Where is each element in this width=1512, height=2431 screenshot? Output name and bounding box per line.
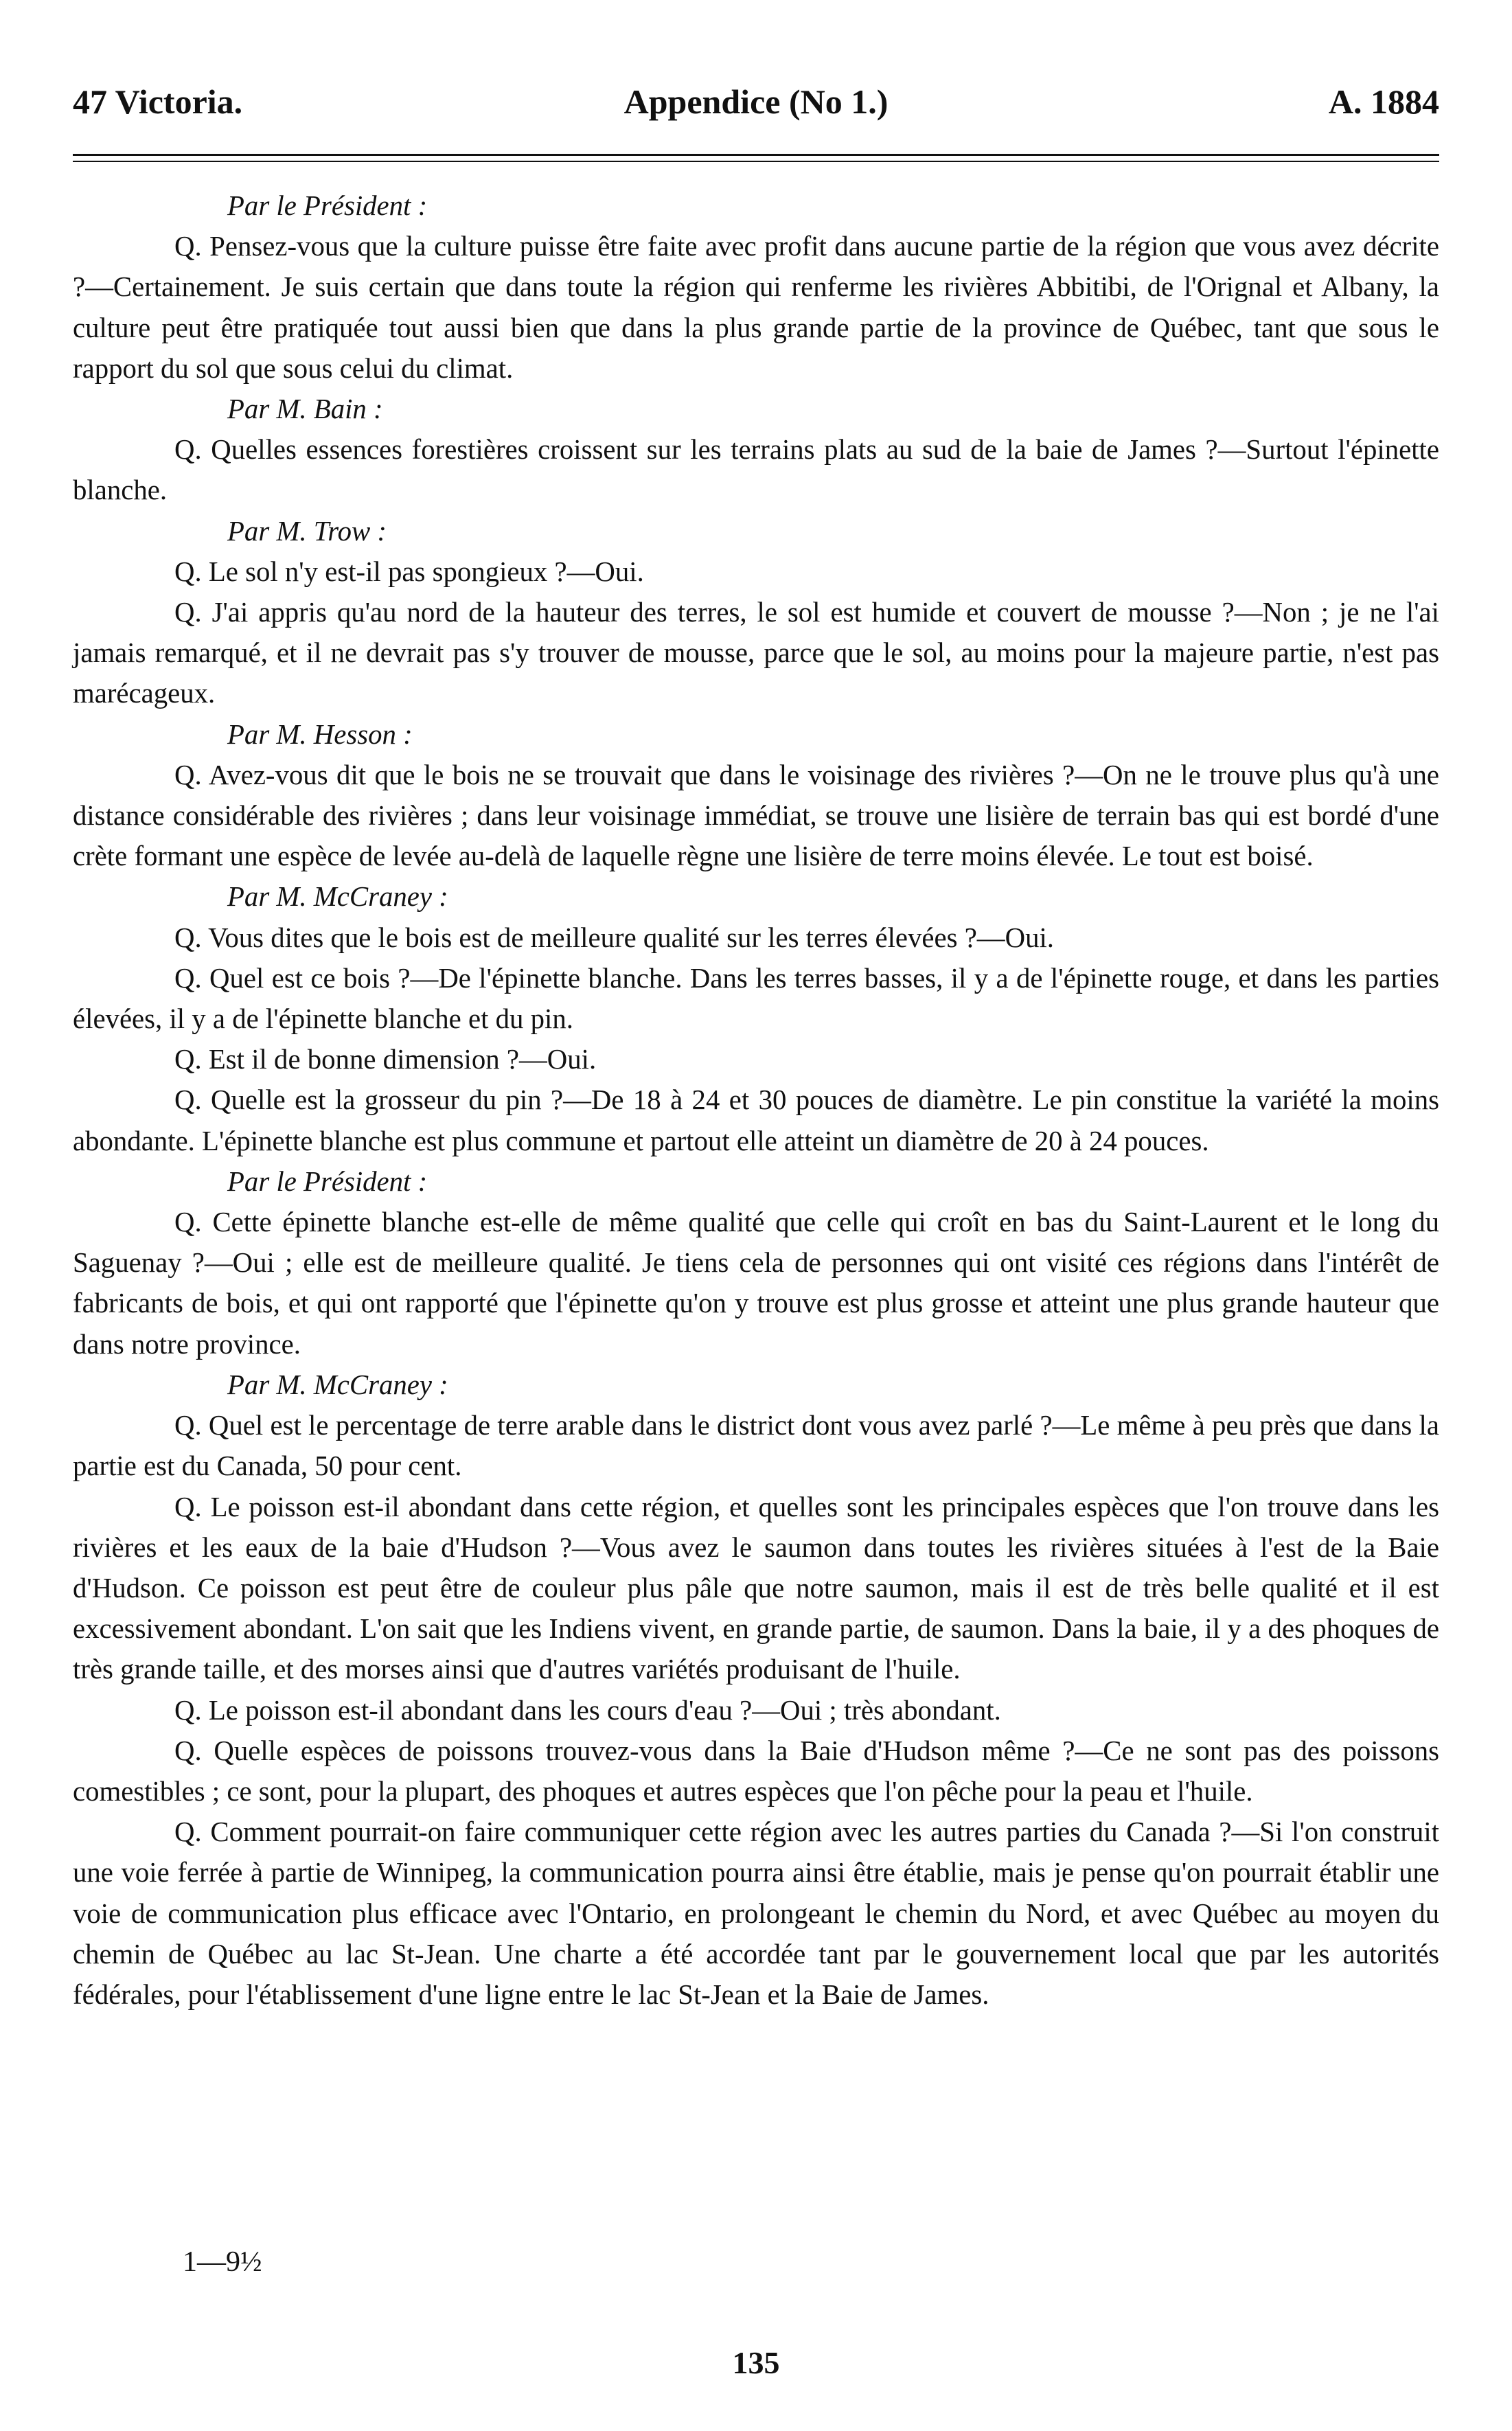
question-paragraph: Q. Vous dites que le bois est de meilleure qualité sur les terres élevées ?—Oui.: [174, 922, 1054, 953]
question-paragraph: Q. Quel est ce bois ?—De l'épinette blanche. Dans les terres basses, il y a de l'épinette rouge, et dans les parties élevées, il y a de l'épinette blanche et du pin.: [73, 962, 1439, 1035]
question-paragraph: Q. Quelle espèces de poissons trouvez-vous dans la Baie d'Hudson même ?—Ce ne sont pas des poissons comestibles ; ce sont, pour la plupart, des phoques et autres espèces que l'on pêche pour la peau et l'huile.: [73, 1735, 1439, 1807]
speaker-label: Par M. Bain :: [227, 393, 383, 425]
speaker-label: Par M. McCraney :: [227, 881, 448, 913]
header-appendix: Appendice (No 1.): [623, 82, 889, 121]
speaker-label: Par M. Hesson :: [227, 718, 413, 750]
question-paragraph: Q. J'ai appris qu'au nord de la hauteur des terres, le sol est humide et couvert de mousse ?—Non ; je ne l'ai jamais remarqué, et il ne devrait pas s'y trouver de mousse, parce que le sol, au moins pour la majeure partie, n'est pas marécageux.: [73, 597, 1439, 709]
question-paragraph: Q. Le poisson est-il abondant dans cette région, et quelles sont les principales espèces que l'on trouve dans les rivières et les eaux de la baie d'Hudson ?—Vous avez le saumon dans toutes les rivières situées à l'est de la Baie d'Hudson. Ce poisson est peut être de couleur plus pâle que notre saumon, mais il est de très belle qualité et il est excessivement abondant. L'on sait que les Indiens vivent, en grande partie, de saumon. Dans la baie, il y a des phoques de très grande taille, et des morses ainsi que d'autres variétés produisant de l'huile.: [73, 1491, 1439, 1685]
question-paragraph: Q. Quel est le percentage de terre arable dans le district dont vous avez parlé ?—Le même à peu près que dans la partie est du Canada, 50 pour cent.: [73, 1410, 1439, 1482]
speaker-label: Par le Président :: [227, 1165, 428, 1197]
header-year: A. 1884: [1328, 82, 1439, 121]
signature-folio: 1—9½: [183, 2246, 262, 2278]
question-paragraph: Q. Cette épinette blanche est-elle de même qualité que celle qui croît en bas du Saint-Laurent et le long du Saguenay ?—Oui ; elle est de meilleure qualité. Je tiens cela de personnes qui ont visité ces régions dans l'intérêt de fabricants de bois, et qui ont rapporté que l'épinette qu'on y trouve est plus grosse et atteint une plus grande hauteur que dans notre province.: [73, 1207, 1439, 1360]
question-paragraph: Q. Le sol n'y est-il pas spongieux ?—Oui.: [174, 556, 644, 587]
header-rule-thin: [73, 161, 1439, 162]
speaker-label: Par le Président :: [227, 190, 428, 221]
question-paragraph: Q. Quelle est la grosseur du pin ?—De 18 à 24 et 30 pouces de diamètre. Le pin constitue la variété la moins abondante. L'épinette blanche est plus commune et partout elle atteint un diamètre de 20 à 24 pouces.: [73, 1084, 1439, 1156]
speaker-label: Par M. McCraney :: [227, 1369, 448, 1400]
header-session: 47 Victoria.: [73, 82, 243, 121]
question-paragraph: Q. Le poisson est-il abondant dans les cours d'eau ?—Oui ; très abondant.: [174, 1694, 1001, 1726]
question-paragraph: Q. Est il de bonne dimension ?—Oui.: [174, 1044, 597, 1075]
running-header: [73, 74, 1439, 129]
question-paragraph: Q. Avez-vous dit que le bois ne se trouvait que dans le voisinage des rivières ?—On ne le trouve plus qu'à une distance considérable des rivières ; dans leur voisinage immédiat, se trouve une lisière de terrain bas qui est bordé d'une crète formant une espèce de levée au-delà de laquelle règne une lisière de terre moins élevée. Le tout est boisé.: [73, 759, 1439, 872]
testimony-body: [73, 185, 1439, 2015]
question-paragraph: Q. Pensez-vous que la culture puisse être faite avec profit dans aucune partie de la région que vous avez décrite ?—Certainement. Je suis certain que dans toute la région qui renferme les rivières Abbitibi, de l'Orignal et Albany, la culture peut être pratiquée tout aussi bien que dans la plus grande partie de la province de Québec, tant que sous le rapport du sol que sous celui du climat.: [73, 231, 1439, 384]
page-number: 135: [732, 2345, 780, 2380]
question-paragraph: Q. Quelles essences forestières croissent sur les terrains plats au sud de la baie de James ?—Surtout l'épinette blanche.: [73, 434, 1439, 506]
question-paragraph: Q. Comment pourrait-on faire communiquer cette région avec les autres parties du Canada ?—Si l'on construit une voie ferrée à partie de Winnipeg, la communication pourra ainsi être établie, mais je pense qu'on pourrait établir une voie de communication plus efficace avec l'Ontario, en prolongeant le chemin du Nord, et avec Québec au moyen du chemin de Québec au lac St-Jean. Une charte a été accordée tant par le gouvernement local que par les autorités fédérales, pour l'établissement d'une ligne entre le lac St-Jean et la Baie de James.: [73, 1816, 1439, 2010]
speaker-label: Par M. Trow :: [227, 515, 387, 547]
header-rule-thick: [73, 154, 1439, 156]
